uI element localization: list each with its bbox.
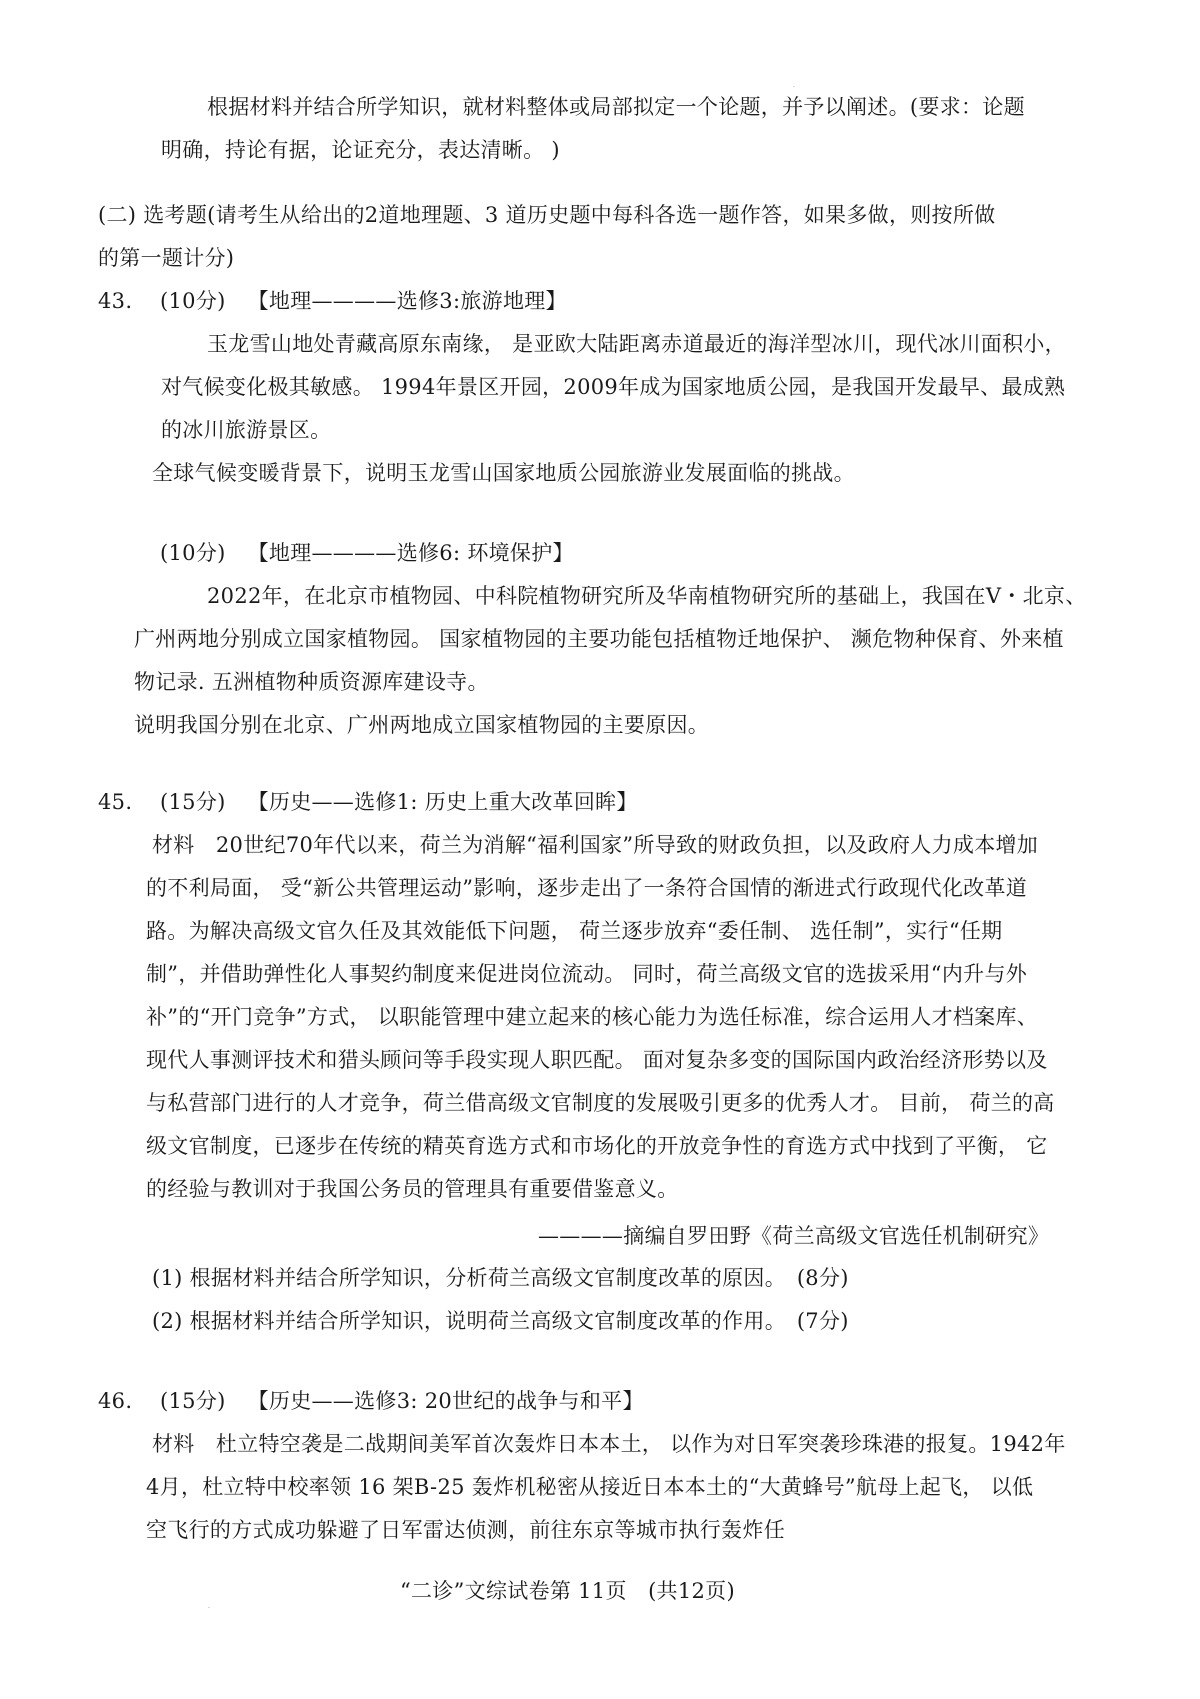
q45-material-line: 路。为解决高级文官久任及其效能低下问题， 荷兰逐步放弃“委任制、 选任制”，实行“任期: [146, 919, 1003, 943]
q43-number: 43.: [98, 289, 133, 313]
q43-question: 全球气候变暖背景下，说明玉龙雪山国家地质公园旅游业发展面临的挑战。: [152, 461, 855, 485]
q45-title: 【历史——选修1: 历史上重大改革回眸】: [247, 790, 638, 814]
q45-material-line: 与私营部门进行的人才竞争，荷兰借高级文官制度的发展吸引更多的优秀人才。 目前， 荷兰的高: [146, 1091, 1055, 1115]
elective-instruction-line-1: (二) 选考题(请考生从给出的2道地理题、3 道历史题中每科各选一题作答，如果多做，则按所做: [98, 203, 996, 227]
q43-paragraph-line-2: 对气候变化极其敏感。 1994年景区开园，2009年成为国家地质公园，是我国开发最早、最成熟: [161, 375, 1066, 399]
q46-material-line: 4月，杜立特中校率领 16 架B-25 轰炸机秘密从接近日本本土的“大黄蜂号”航母上起飞， 以低: [146, 1475, 1034, 1499]
q43-paragraph-line-1: 玉龙雪山地处青藏高原东南缘， 是亚欧大陆距离赤道最近的海洋型冰川，现代冰川面积小，: [207, 332, 1066, 356]
q45-subquestion-1: (1) 根据材料并结合所学知识，分析荷兰高级文官制度改革的原因。 (8分): [152, 1266, 849, 1290]
q44-paragraph-line-2: 广州两地分别成立国家植物园。 国家植物园的主要功能包括植物迁地保护、 濒危物种保育、外来植: [134, 627, 1064, 651]
q45-material-line: 补”的“开门竞争”方式， 以职能管理中建立起来的核心能力为选任标准，综合运用人才档案库、: [146, 1005, 1039, 1029]
q44-heading: [160, 538, 574, 568]
q46-heading: [98, 1386, 644, 1416]
q44-points: (10分): [160, 541, 226, 565]
q44-question: 说明我国分别在北京、广州两地成立国家植物园的主要原因。: [134, 713, 710, 737]
q45-material-line: 的不利局面， 受“新公共管理运动”影响，逐步走出了一条符合国情的渐进式行政现代化改革道: [146, 876, 1028, 900]
q45-material-line: 材料 20世纪70年代以来，荷兰为消解“福利国家”所导致的财政负担，以及政府人力成本增加: [152, 833, 1039, 857]
q45-material-line: 的经验与教训对于我国公务员的管理具有重要借鉴意义。: [146, 1177, 679, 1201]
q43-paragraph-line-3: 的冰川旅游景区。: [161, 418, 332, 442]
q45-source: ————摘编自罗田野《荷兰高级文官选任机制研究》: [538, 1224, 1050, 1248]
q46-points: (15分): [160, 1389, 226, 1413]
q46-number: 46.: [98, 1389, 133, 1413]
q43-points: (10分): [160, 289, 226, 313]
q44-paragraph-line-3: 物记录. 五洲植物种质资源库建设寺。: [134, 670, 489, 694]
q43-heading: [98, 286, 567, 316]
ink-speck: ·: [208, 1605, 210, 1612]
q44-title: 【地理————选修6: 环境保护】: [247, 541, 574, 565]
q45-material-line: 现代人事测评技术和猎头顾问等手段实现人职匹配。 面对复杂多变的国际国内政治经济形势以及: [146, 1048, 1048, 1072]
q45-points: (15分): [160, 790, 226, 814]
ink-speck: ·: [793, 84, 795, 91]
q46-title: 【历史——选修3: 20世纪的战争与和平】: [247, 1389, 644, 1413]
page-footer: “二诊”文综试卷第 11页 (共12页): [400, 1579, 735, 1603]
q45-material-line: 制”，并借助弹性化人事契约制度来促进岗位流动。 同时，荷兰高级文官的选拔采用“内升与外: [146, 962, 1028, 986]
q46-material-line: 空飞行的方式成功躲避了日军雷达侦测，前往东京等城市执行轰炸任: [146, 1518, 785, 1542]
q43-title: 【地理————选修3:旅游地理】: [247, 289, 567, 313]
elective-instruction-line-2: 的第一题计分): [98, 246, 235, 270]
intro-line-2: 明确，持论有据，论证充分，表达清晰。 ): [161, 138, 560, 162]
q45-heading: [98, 787, 638, 817]
q44-paragraph-line-1: 2022年，在北京市植物园、中科院植物研究所及华南植物研究所的基础上，我国在V・北京、: [207, 584, 1087, 608]
q45-subquestion-2: (2) 根据材料并结合所学知识，说明荷兰高级文官制度改革的作用。 (7分): [152, 1309, 849, 1333]
q46-material-line: 材料 杜立特空袭是二战期间美军首次轰炸日本本土， 以作为对日军突袭珍珠港的报复。1942年: [152, 1432, 1066, 1456]
intro-line-1: 根据材料并结合所学知识，就材料整体或局部拟定一个论题，并予以阐述。(要求：论题: [207, 95, 1025, 119]
q45-number: 45.: [98, 790, 133, 814]
q45-material-line: 级文官制度，已逐步在传统的精英育选方式和市场化的开放竞争性的育选方式中找到了平衡， 它: [146, 1134, 1048, 1158]
